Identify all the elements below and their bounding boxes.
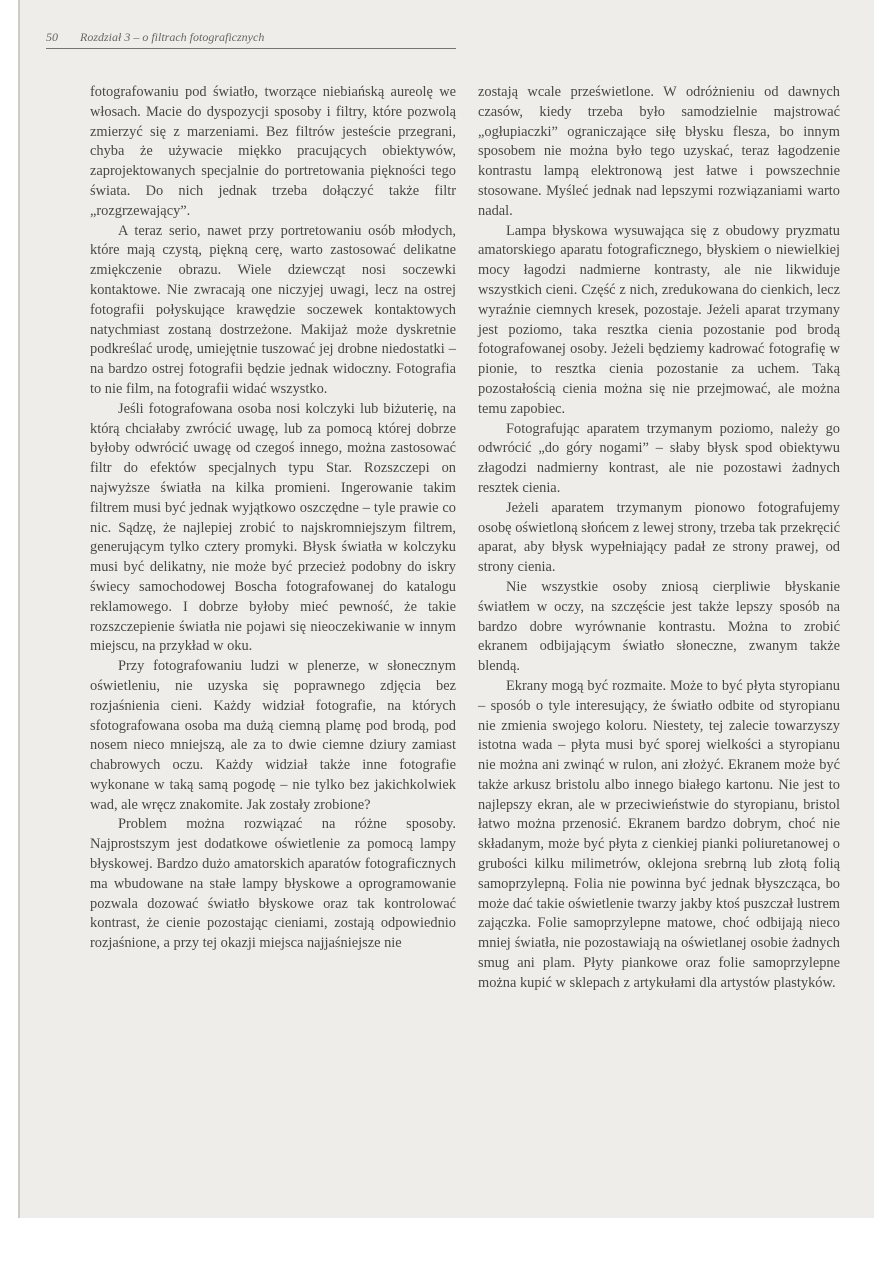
page-number: 50 <box>46 30 58 44</box>
paragraph: Fotografując aparatem trzymanym poziomo, należy go odwrócić „do góry nogami” – słaby błysk spod obiektywu złagodzi nadmierny kontrast, ale nie pozostawi żadnych resztek cienia. <box>478 420 840 496</box>
running-header <box>46 30 456 49</box>
paragraph: Nie wszystkie osoby zniosą cierpliwie błyskanie światłem w oczy, na szczęście jest także lepszy sposób na bardzo dobre wyrównanie kontrastu. Można to zrobić ekranem odbijającym światło słoneczne, zwanym także blendą. <box>478 578 840 675</box>
paragraph: Przy fotografowaniu ludzi w plenerze, w słonecznym oświetleniu, nie uzyska się poprawnego zdjęcia bez rozjaśnienia cieni. Każdy widział fotografie, na których sfotografowana osoba ma dużą ciemną plamę pod brodą, pod nosem nieco mniejszą, ale za to dwie ciemne dziury zamiast chabrowych oczu. Każdy widział także inne fotografie wykonane w taką samą pogodę – nie tylko bez jakichkolwiek wad, ale wręcz znakomite. Jak zostały zrobione? <box>90 658 456 813</box>
paragraph: Jeżeli aparatem trzymanym pionowo fotografujemy osobę oświetloną słońcem z lewej strony, trzeba tak przekręcić aparat, aby błysk wypełniający padał ze strony prawej, od strony cienia. <box>478 499 840 576</box>
right-column <box>478 83 840 994</box>
left-column <box>90 83 456 954</box>
paragraph: A teraz serio, nawet przy portretowaniu osób młodych, które mają czystą, piękną cerę, warto zastosować delikatne zmiękczenie obrazu. Wiele dziewcząt nosi soczewki kontaktowe. Nie zwracają one niczyjej uwagi, lecz na ostrej fotografii połyskujące krawędzie soczewek kontaktowych natychmiast zostaną dostrzeżone. Makijaż może dyskretnie podkreślać urodę, umiejętnie tuszować jej drobne niedostatki – na bardzo ostrej fotografii będzie jednak widoczny. Fotografia to nie film, na fotografii widać wszystko. <box>90 222 456 397</box>
paragraph: Ekrany mogą być rozmaite. Może to być płyta styropianu – sposób o tyle interesujący, że światło odbite od styropianu nie zmienia swojego koloru. Niestety, tej zalecie towarzyszy istotna wada – płyta musi być sporej wielkości a styropianu nie można ani zwinąć w rulon, ani złożyć. Ekranem może być także arkusz bristolu albo innego białego kartonu. Nie jest to najlepszy ekran, ale w przeciwieństwie do styropianu, bristol łatwo można przenosić. Ekranem bardzo dobrym, choć nie składanym, może być płyta z cienkiej pianki poliuretanowej o grubości kilku milimetrów, oklejona srebrną lub złotą folią samoprzylepną. Folia nie powinna być jednak błyszcząca, bo może dać takie oświetlenie twarzy jakby ktoś puszczał lustrem zajączka. Folie samoprzylepne matowe, choć odbijają nieco mniej światła, nie pozostawiają na oświetlanej osobie żadnych smug ani plam. Płyty piankowe oraz folie samoprzylepne można kupić w sklepach z artykułami dla artystów plastyków. <box>478 677 840 991</box>
chapter-title: Rozdział 3 – o filtrach fotograficznych <box>80 30 265 44</box>
paragraph: Lampa błyskowa wysuwająca się z obudowy pryzmatu amatorskiego aparatu fotograficznego, błyskiem o niewielkiej mocy łagodzi nadmierne kontrasty, ale nie likwiduje wszystkich cieni. Część z nich, zredukowana do cienkich, lecz wyraźnie ciemnych kresek, pozostaje. Jeżeli aparat trzymany jest poziomo, taka resztka cienia pozostanie pod brodą fotografowanej osoby. Jeżeli będziemy kadrować fotografię w pionie, to resztka cienia pozostanie za uchem. Taką pozostałością cienia można się nie przejmować, ale można temu zapobiec. <box>478 222 840 417</box>
paragraph: Jeśli fotografowana osoba nosi kolczyki lub biżuterię, na którą chciałaby zwrócić uwagę, lub za pomocą której dobrze byłoby odwrócić uwagę od czegoś innego, można zastosować filtr do efektów specjalnych typu Star. Rozszczepi on najwyższe światła na kilka promieni. Ingerowanie takim filtrem musi być jednak wyjątkowo oszczędne – tyle prawie co nic. Sądzę, że najlepiej zrobić to najskromniejszym filtrem, generującym tylko cztery promyki. Błysk światła w kolczyku musi być delikatny, nie może być przecież podobny do iskry świecy samochodowej Boscha fotografowanej do katalogu reklamowego. I dobrze byłoby mieć pewność, że takie rozszczepienie światła nie pojawi się nieoczekiwanie w innym miejscu, na przykład w oku. <box>90 400 456 655</box>
paragraph: fotografowaniu pod światło, tworzące niebiańską aureolę we włosach. Macie do dyspozycji sposoby i filtry, które pozwolą zmierzyć się z marzeniami. Bez filtrów jesteście przegrani, chyba że używacie miękko pracujących obiektywów, zaprojektowanych specjalnie do portretowania piękności tego świata. Do nich jednak trzeba dołączyć także filtr „rozgrzewający”. <box>90 84 456 219</box>
paragraph: Problem można rozwiązać na różne sposoby. Najprostszym jest dodatkowe oświetlenie za pomocą lampy błyskowej. Bardzo dużo amatorskich aparatów fotograficznych ma wbudowane na stałe lampy błyskowe a oprogramowanie pozwala dozować światło błyskowe oraz tak kontrolować kontrast, że cienie pozostając cieniami, zostają odpowiednio rozjaśnione, a przy tej okazji miejsca najjaśniejsze nie <box>90 816 456 952</box>
paragraph: zostają wcale prześwietlone. W odróżnieniu od dawnych czasów, kiedy trzeba było samodzielnie majstrować „ogłupiaczki” ograniczające siłę błysku flesza, bo innym sposobem nie można było tego uzyskać, teraz łagodzenie kontrastu lampą elektronową jest łatwe i powszechnie stosowane. Myśleć jednak nad lepszymi rozwiązaniami warto nadal. <box>478 84 840 219</box>
